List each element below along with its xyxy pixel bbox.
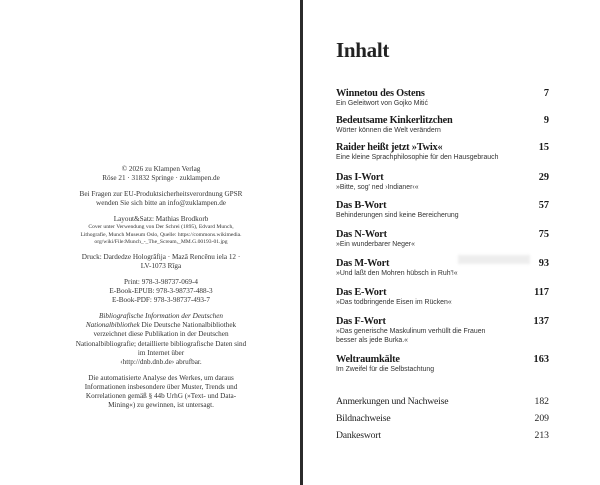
- gpsr-notice: Bei Fragen zur EU-Produktsicherheitsverordnung GPSR wenden Sie sich bitte an info@zuklampen.de: [79, 190, 243, 208]
- toc-entry-subtitle: Ein Geleitwort von Gojko Mitić: [336, 100, 428, 107]
- isbn-epub: E-Book-EPUB: 978-3-98737-488-3: [109, 287, 213, 296]
- toc-entry-title: Dankeswort: [336, 430, 381, 441]
- toc-entry-subtitle: »Das generische Maskulinum verhüllt die Frauen: [336, 328, 486, 335]
- cover-credit: Cover unter Verwendung von Der Schrei (1895), Edvard Munch,: [88, 224, 234, 231]
- toc-entry-page: 57: [538, 200, 549, 211]
- toc-entry-page: 137: [533, 316, 549, 327]
- toc-entry-page: 15: [538, 142, 549, 153]
- page-title: Inhalt: [336, 38, 390, 62]
- layout-credit: Layout&Satz: Mathias Brodkorb: [113, 215, 209, 224]
- toc-entry-title: Weltraumkälte: [336, 354, 400, 365]
- toc-entry-page: 163: [533, 354, 549, 365]
- toc-entry-title: Raider heißt jetzt »Twix«: [336, 142, 443, 153]
- toc-entry-page: 117: [534, 287, 549, 298]
- toc-entry: [336, 258, 549, 279]
- toc-entry-title: Das B-Wort: [336, 200, 387, 211]
- isbn-pdf: E-Book-PDF: 978-3-98737-493-7: [111, 296, 211, 305]
- imprint-block: [66, 165, 256, 417]
- publisher-info: [66, 165, 256, 183]
- toc-entry-subtitle: »Ein wunderbarer Neger«: [336, 241, 415, 248]
- toc-entry: [336, 287, 549, 308]
- toc-entry-page: 213: [534, 430, 549, 441]
- toc-entry-page: 93: [538, 258, 549, 269]
- toc-entry-title: Das I-Wort: [336, 172, 384, 183]
- isbn-list: [66, 278, 256, 305]
- toc-entry-page: 209: [534, 413, 549, 424]
- toc-entry-subtitle: »Bitte, sog' ned ›Indianer‹«: [336, 184, 419, 191]
- tdm-notice: Die automatisierte Analyse des Werkes, um daraus Informationen insbesondere über Muster, Trends und Korrelationen gemäß § 44b UrhG (»Text- und Data- Mining«) zu gewinnen, ist untersagt.: [84, 373, 238, 410]
- toc-entry-subtitle: Wörter können die Welt verändern: [336, 127, 441, 134]
- toc-entry: [336, 316, 549, 345]
- toc-entry: [336, 115, 549, 136]
- toc-entry-title: Bildnachweise: [336, 413, 391, 424]
- credits: Layout&Satz: Mathias Brodkorb Cover unter Verwendung von Der Schrei (1895), Edvard Munch, Lithografie, Munch Museum Oslo, Quelle: https://commons.wikimedia. org/wiki/File:Munch_-_The_Scream,_MM.G.00193-01.jpg: [66, 215, 256, 245]
- toc-entry-page: 7: [543, 88, 549, 99]
- toc-entry-title: Das M-Wort: [336, 258, 390, 269]
- toc-entry: [336, 229, 549, 250]
- isbn-print: Print: 978-3-98737-069-4: [123, 277, 199, 286]
- toc-entry-title: Das N-Wort: [336, 229, 387, 240]
- toc-entry-page: 9: [543, 115, 549, 126]
- toc-entry: [336, 413, 549, 425]
- toc-entry: [336, 200, 549, 221]
- toc-entry: [336, 142, 549, 163]
- toc-entry-title: Bedeutsame Kinkerlitzchen: [336, 115, 453, 126]
- toc-entry-subtitle: besser als jede Burka.«: [336, 336, 409, 344]
- bibliographic-info: Bibliografische Information der Deutschen Nationalbibliothek Die Deutsche Nationalbibliothek verzeichnet diese Publikation in der Deutschen Nationalbibliografie; detaillierte bibliografische Daten sind im Internet über ‹http://dnb.dnb.de› abrufbar.: [66, 312, 256, 367]
- toc-entry: [336, 88, 549, 109]
- dnb-link: ‹http://dnb.dnb.de› abrufbar.: [120, 357, 202, 366]
- toc-entry: [336, 354, 549, 375]
- toc-entry-page: 182: [534, 396, 549, 407]
- toc-entry-title: Das F-Wort: [336, 316, 386, 327]
- toc-entry-subtitle: Behinderungen sind keine Bereicherung: [336, 212, 459, 219]
- toc-entry: [336, 430, 549, 442]
- toc-entry-title: Winnetou des Ostens: [336, 88, 425, 99]
- toc-entry-title: Anmerkungen und Nachweise: [336, 396, 449, 407]
- toc-entry: [336, 172, 549, 193]
- toc-entry: [336, 396, 549, 408]
- toc-entry-page: 29: [538, 172, 549, 183]
- toc-entry-title: Das E-Wort: [336, 287, 387, 298]
- printer-info: Druck: Dardedze Hologrāfija · Mazā Rencēnu iela 12 · LV-1073 Rīga: [81, 252, 241, 270]
- contents-page: [303, 0, 600, 485]
- toc-entry-subtitle: Eine kleine Sprachphilosophie für den Hausgebrauch: [336, 154, 499, 161]
- toc-entry-subtitle: »Und laßt den Mohren hübsch in Ruh'!«: [336, 270, 458, 277]
- toc-entry-page: 75: [538, 229, 549, 240]
- toc-entry-subtitle: »Das todbringende Eisen im Rücken«: [336, 299, 452, 306]
- toc-entry-subtitle: Im Zweifel für die Selbstachtung: [336, 366, 435, 373]
- address-line: Röse 21 · 31832 Springe · zuklampen.de: [102, 174, 220, 183]
- copyright-line: © 2026 zu Klampen Verlag: [121, 165, 201, 173]
